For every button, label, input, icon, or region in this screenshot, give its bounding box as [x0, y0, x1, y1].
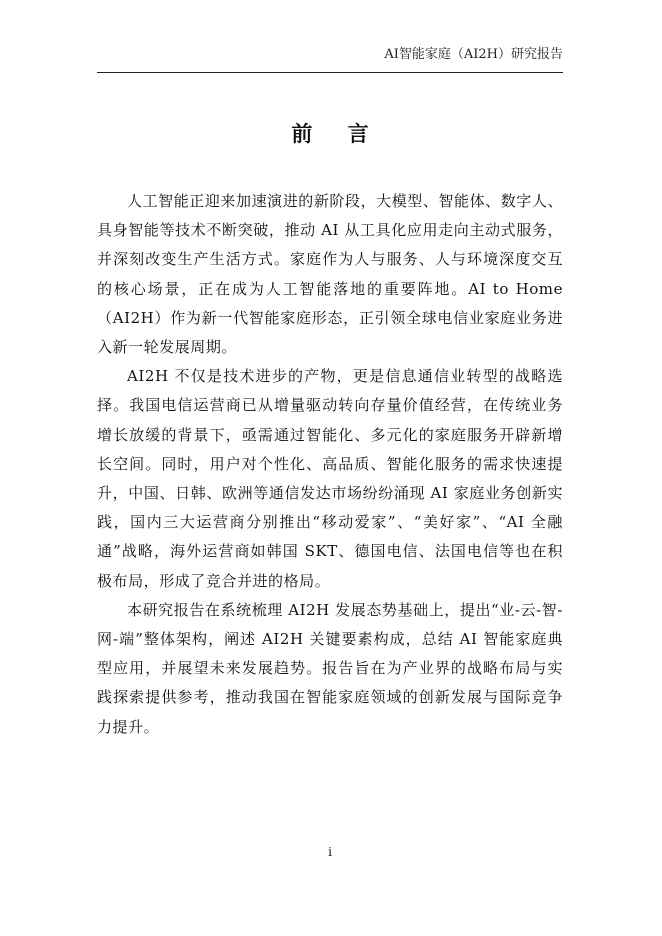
paragraph-1: 人工智能正迎来加速演进的新阶段，大模型、智能体、数字人、具身智能等技术不断突破，推动 AI 从工具化应用走向主动式服务，并深刻改变生产生活方式。家庭作为人与服务、人与环境深度交互的核心场景，正在成为人工智能落地的重要阵地。AI to Home（AI2H）作为新一代智能家庭形态，正引领全球电信业家庭业务进入新一轮发展周期。: [97, 192, 563, 357]
running-header: AI智能家庭（AI2H）研究报告: [384, 47, 563, 62]
body-text: [97, 187, 563, 742]
paragraph-3: 本研究报告在系统梳理 AI2H 发展态势基础上，提出“业-云-智-网-端”整体架构，阐述 AI2H 关键要素构成，总结 AI 智能家庭典型应用，并展望未来发展趋势。报告旨在为产业界的战略布局与实践探索提供参考，推动我国在智能家庭领域的创新发展与国际竞争力提升。: [97, 600, 563, 736]
paragraph-2: AI2H 不仅是技术进步的产物，更是信息通信业转型的战略选择。我国电信运营商已从增量驱动转向存量价值经营，在传统业务增长放缓的背景下，亟需通过智能化、多元化的家庭服务开辟新增长空间。同时，用户对个性化、高品质、智能化服务的需求快速提升，中国、日韩、欧洲等通信发达市场纷纷涌现 AI 家庭业务创新实践，国内三大运营商分别推出“移动爱家”、“美好家”、“AI 全融通”战略，海外运营商如韩国 SKT、德国电信、法国电信等也在积极布局，形成了竞合并进的格局。: [97, 367, 563, 590]
page-title: 前 言: [291, 121, 383, 146]
page-number: i: [328, 845, 332, 859]
header-divider: [97, 72, 563, 73]
